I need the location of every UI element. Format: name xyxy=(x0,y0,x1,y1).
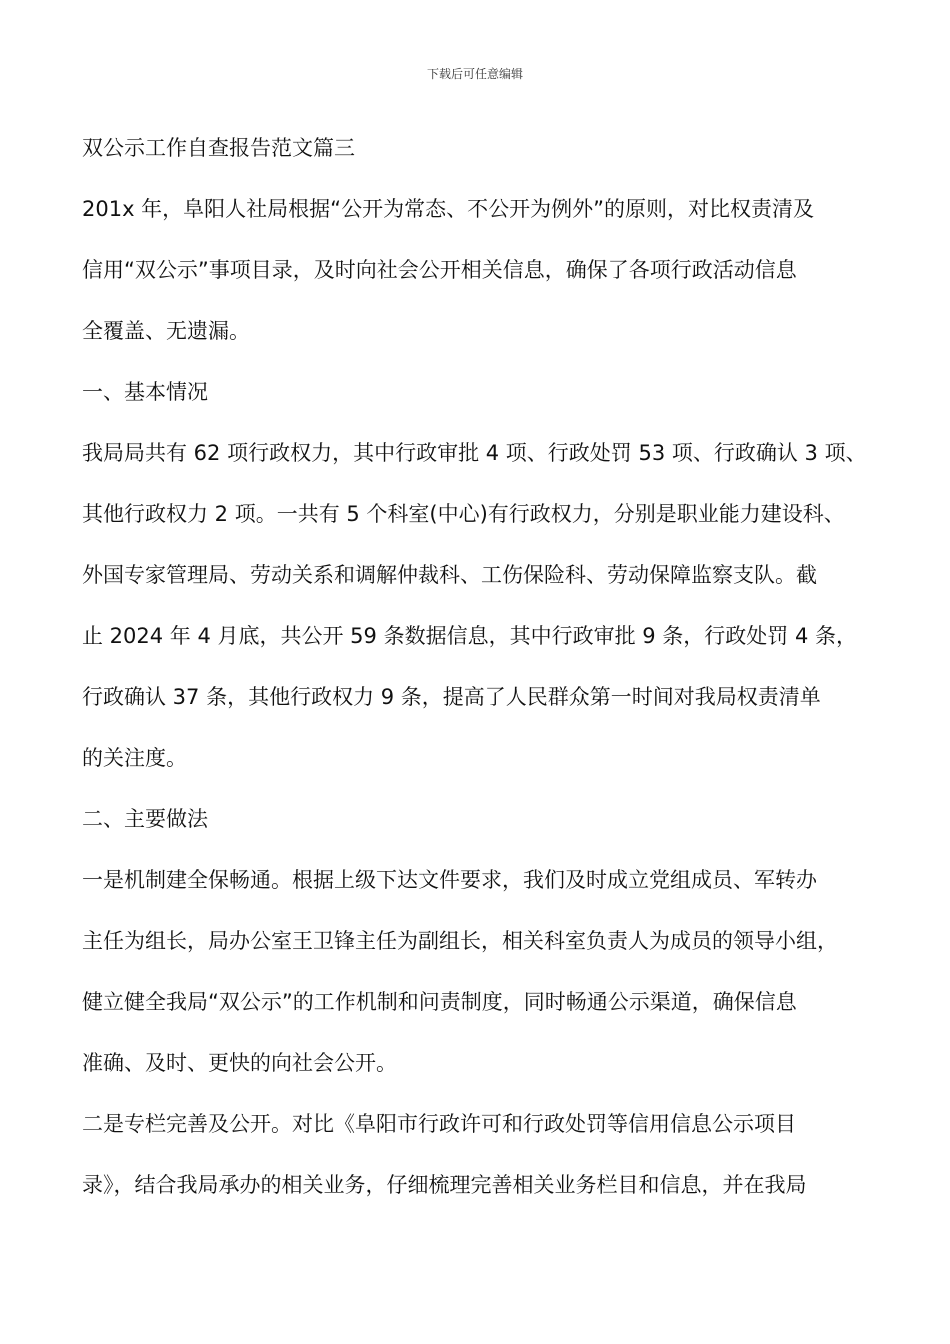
paragraph-line: 其他行政权力 2 项。一共有 5 个科室(中心)有行政权力，分别是职业能力建设科、 xyxy=(82,502,845,526)
paragraph-line: 信用“双公示”事项目录，及时向社会公开相关信息，确保了各项行政活动信息 xyxy=(82,258,797,282)
paragraph-line: 主任为组长，局办公室王卫锋主任为副组长，相关科室负责人为成员的领导小组， xyxy=(82,929,838,953)
section-heading: 二、主要做法 xyxy=(82,807,208,831)
paragraph-line: 健立健全我局“双公示”的工作机制和问责制度，同时畅通公示渠道，确保信息 xyxy=(82,990,797,1014)
header-note: 下载后可任意编辑 xyxy=(426,67,523,81)
document-title: 双公示工作自查报告范文篇三 xyxy=(82,136,355,160)
paragraph-line: 二是专栏完善及公开。对比《阜阳市行政许可和行政处罚等信用信息公示项目 xyxy=(82,1112,796,1136)
paragraph-line: 行政确认 37 条，其他行政权力 9 条，提高了人民群众第一时间对我局权责清单 xyxy=(82,685,821,709)
paragraph-line: 准确、及时、更快的向社会公开。 xyxy=(82,1051,397,1075)
paragraph-line: 的关注度。 xyxy=(82,746,187,770)
paragraph-line: 201x 年，阜阳人社局根据“公开为常态、不公开为例外”的原则，对比权责清及 xyxy=(82,197,814,221)
paragraph-line: 一是机制建全保畅通。根据上级下达文件要求，我们及时成立党组成员、军转办 xyxy=(82,868,817,892)
document-body xyxy=(82,118,882,1216)
paragraph-line: 止 2024 年 4 月底，共公开 59 条数据信息，其中行政审批 9 条，行政处罚 4 条， xyxy=(82,624,857,648)
paragraph-line: 全覆盖、无遗漏。 xyxy=(82,319,250,343)
paragraph-line: 录》，结合我局承办的相关业务，仔细梳理完善相关业务栏目和信息，并在我局 xyxy=(82,1173,807,1197)
section-heading: 一、基本情况 xyxy=(82,380,208,404)
paragraph-line: 外国专家管理局、劳动关系和调解仲裁科、工伤保险科、劳动保障监察支队。截 xyxy=(82,563,817,587)
paragraph-line: 我局局共有 62 项行政权力，其中行政审批 4 项、行政处罚 53 项、行政确认 3 项、 xyxy=(82,441,867,465)
